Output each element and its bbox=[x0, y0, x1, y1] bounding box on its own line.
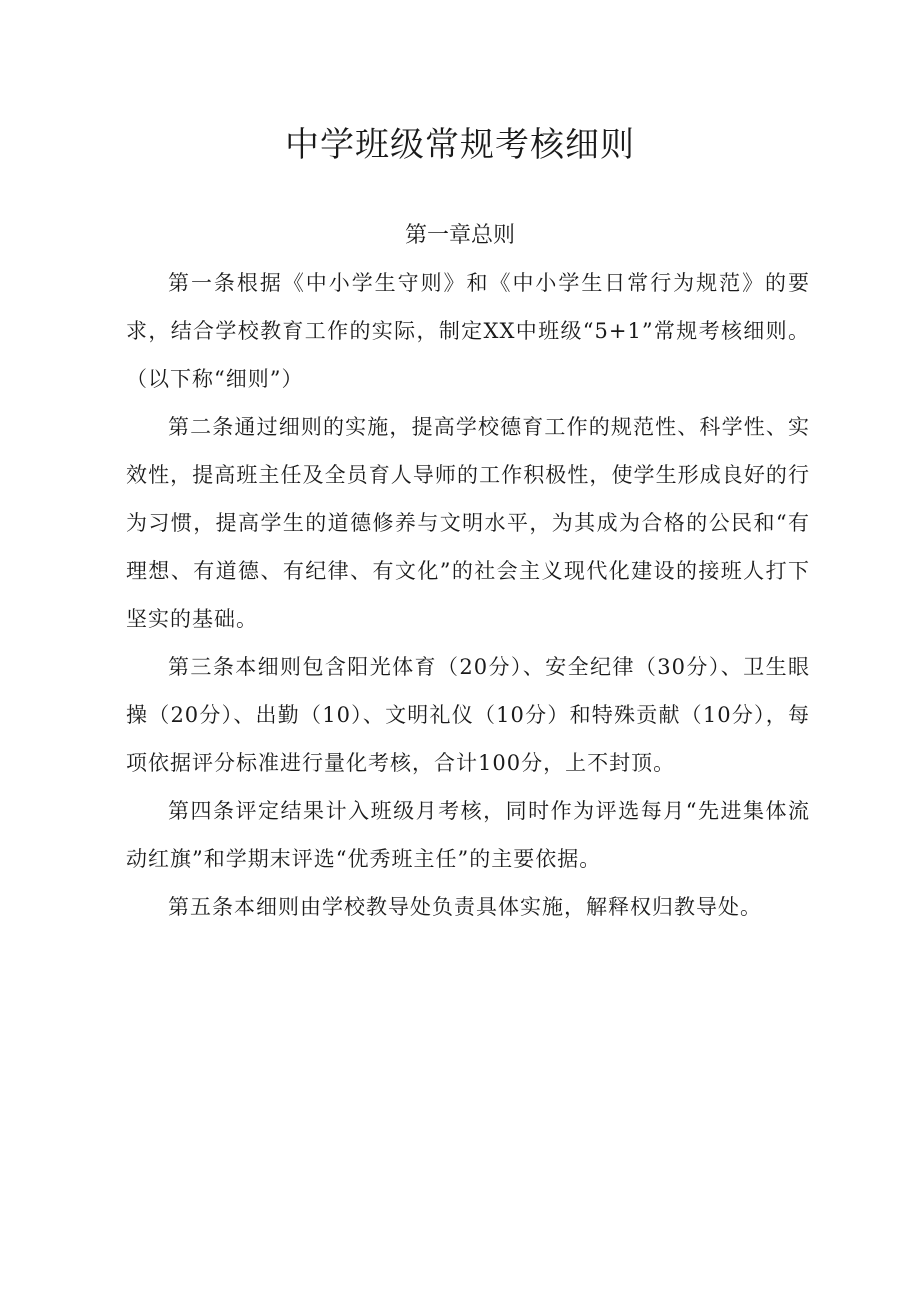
article-4: 第四条评定结果计入班级月考核，同时作为评选每月“先进集体流动红旗”和学期末评选“优秀班主任”的主要依据。 bbox=[126, 799, 810, 871]
article-3: 第三条本细则包含阳光体育（20分）、安全纪律（30分）、卫生眼操（20分）、出勤（10）、文明礼仪（10分）和特殊贡献（10分），每项依据评分标准进行量化考核，合计100分，上不封顶。 bbox=[126, 655, 810, 775]
page-title: 中学班级常规考核细则 bbox=[285, 125, 635, 165]
document-body bbox=[126, 259, 810, 931]
article-1: 第一条根据《中小学生守则》和《中小学生日常行为规范》的要求，结合学校教育工作的实际，制定XX中班级“5+1”常规考核细则。（以下称“细则”） bbox=[126, 271, 810, 391]
article-5: 第五条本细则由学校教导处负责具体实施，解释权归教导处。 bbox=[168, 895, 762, 919]
chapter-heading: 第一章总则 bbox=[404, 223, 515, 248]
article-2: 第二条通过细则的实施，提高学校德育工作的规范性、科学性、实效性，提高班主任及全员育人导师的工作积极性，使学生形成良好的行为习惯，提高学生的道德修养与文明水平，为其成为合格的公民和“有理想、有道德、有纪律、有文化”的社会主义现代化建设的接班人打下坚实的基础。 bbox=[126, 415, 810, 631]
